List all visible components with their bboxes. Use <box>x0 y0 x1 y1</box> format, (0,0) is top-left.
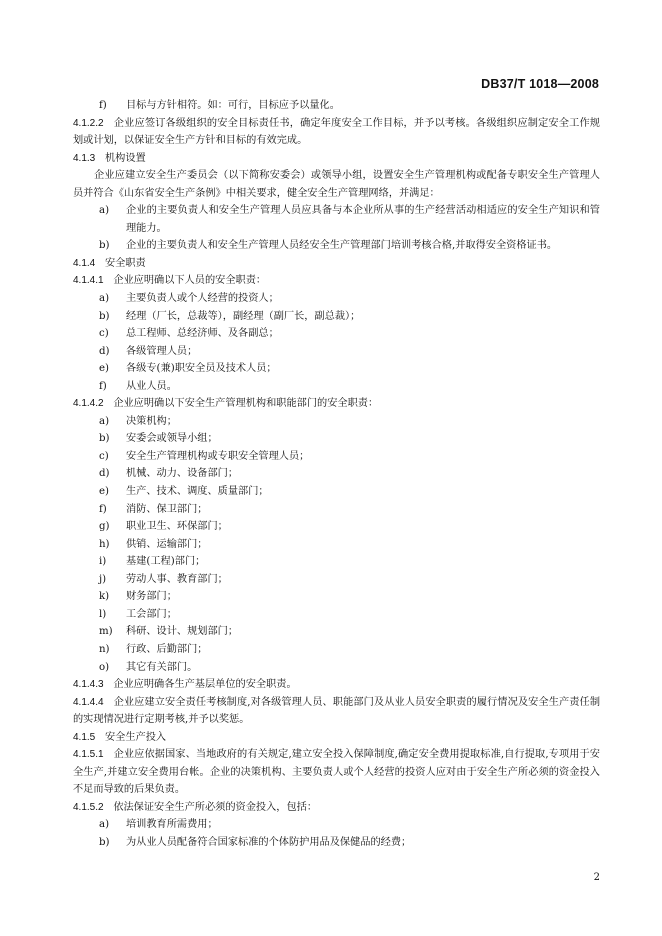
item-marker: h) <box>99 538 110 550</box>
clause-4-1-5-1 <box>73 746 600 799</box>
clause-4-1-4-4 <box>73 694 600 729</box>
list-item <box>73 290 600 308</box>
list-item <box>73 413 600 431</box>
section-number: 4.1.3 <box>73 152 96 164</box>
item-text: 工会部门； <box>126 608 177 620</box>
list-item <box>73 588 600 606</box>
item-marker: e) <box>99 363 110 375</box>
list-item <box>73 465 600 483</box>
item-text: 安委会或领导小组； <box>126 433 218 445</box>
clause-number: 4.1.5.1 <box>73 749 104 761</box>
clause-number: 4.1.2.2 <box>73 117 104 129</box>
section-title: 安全生产投入 <box>104 731 167 743</box>
item-marker: m) <box>99 626 113 638</box>
item-marker: f) <box>99 100 107 111</box>
list-4-1-3 <box>73 202 600 255</box>
section-heading-4-1-3 <box>73 150 600 168</box>
item-marker: o) <box>99 661 110 673</box>
item-marker: d) <box>99 468 110 480</box>
list-item <box>73 97 600 115</box>
item-text: 目标与方针相符。如：可行，目标应予以量化。 <box>126 100 340 111</box>
item-marker: c) <box>99 328 109 340</box>
item-text: 科研、设计、规划部门； <box>126 626 239 638</box>
item-text: 基建(工程)部门； <box>126 556 206 568</box>
item-marker: b) <box>99 433 110 445</box>
list-item <box>73 816 600 834</box>
item-marker: a) <box>99 293 110 305</box>
section-title: 安全职责 <box>104 257 146 269</box>
item-text: 职业卫生、环保部门； <box>126 521 228 533</box>
list-item <box>73 343 600 361</box>
clause-4-1-4-3 <box>73 676 600 694</box>
list-item <box>73 834 600 852</box>
list-4-1-4-2 <box>73 413 600 676</box>
section-heading-4-1-4 <box>73 255 600 273</box>
list-item <box>73 308 600 326</box>
item-marker: f) <box>99 380 107 392</box>
item-text: 劳动人事、教育部门； <box>126 573 228 585</box>
clause-text: 企业应签订各级组织的安全目标责任书，确定年度安全工作目标，并予以考核。各级组织应制定安全工作规划或计划，以保证安全生产方针和目标的有效完成。 <box>73 117 600 147</box>
clause-text: 依法保证安全生产所必须的资金投入，包括： <box>113 801 318 813</box>
clause-number: 4.1.4.3 <box>73 679 104 691</box>
list-item <box>73 641 600 659</box>
clause-text: 企业应明确以下安全生产管理机构和职能部门的安全职责： <box>113 398 379 410</box>
clause-4-1-4-1 <box>73 272 600 290</box>
item-marker: n) <box>99 643 110 655</box>
clause-text: 企业应依据国家、当地政府的有关规定,建立安全投入保障制度,确定安全费用提取标准,自行提取,专项用于安全生产,并建立安全费用台帐。企业的决策机构、主要负责人或个人经营的投资人应对由于安全生产所必须的资金投入不足而导致的后果负责。 <box>73 749 600 796</box>
item-marker: b) <box>99 310 110 322</box>
list-item <box>73 448 600 466</box>
clause-text: 企业应建立安全责任考核制度,对各级管理人员、职能部门及从业人员安全职责的履行情况及安全生产责任制的实现情况进行定期考核,并予以奖惩。 <box>73 696 601 726</box>
clause-text: 企业应明确以下人员的安全职责： <box>113 275 267 287</box>
item-text: 企业的主要负责人和安全生产管理人员应具备与本企业所从事的生产经营活动相适应的安全生产知识和管理能力。 <box>126 205 600 234</box>
list-item <box>73 237 600 255</box>
section-number: 4.1.5 <box>73 731 96 743</box>
document-body <box>73 97 600 852</box>
item-text: 行政、后勤部门； <box>126 643 208 655</box>
item-text: 经理（厂长，总裁等），副经理（副厂长，副总裁）； <box>126 310 361 322</box>
list-item <box>73 553 600 571</box>
list-item <box>73 536 600 554</box>
item-text: 机械、动力、设备部门； <box>126 468 239 480</box>
item-marker: a) <box>99 205 110 217</box>
item-text: 各级专(兼)职安全员及技术人员； <box>126 363 277 375</box>
list-item <box>73 518 600 536</box>
clause-text: 企业应明确各生产基层单位的安全职责。 <box>113 679 297 691</box>
paragraph: 企业应建立安全生产委员会（以下简称安委会）或领导小组，设置安全生产管理机构或配备专职安全生产管理人员并符合《山东省安全生产条例》中相关要求，健全安全生产管理网络，并满足： <box>73 170 600 199</box>
item-marker: g) <box>99 521 110 533</box>
list-item <box>73 606 600 624</box>
list-item <box>73 360 600 378</box>
list-item <box>73 325 600 343</box>
clause-number: 4.1.4.4 <box>73 696 104 708</box>
list-item <box>73 501 600 519</box>
item-text: 总工程师、总经济师、及各副总； <box>126 328 279 340</box>
item-text: 决策机构； <box>126 415 177 427</box>
item-text: 主要负责人或个人经营的投资人； <box>126 293 279 305</box>
item-text: 消防、保卫部门； <box>126 503 208 515</box>
list-item <box>73 483 600 501</box>
page-number: 2 <box>593 872 600 883</box>
item-text: 安全生产管理机构或专职安全管理人员； <box>126 450 310 462</box>
item-marker: l) <box>99 608 107 620</box>
item-text: 财务部门； <box>126 591 177 603</box>
list-item <box>73 623 600 641</box>
item-text: 为从业人员配备符合国家标准的个体防护用品及保健品的经费； <box>126 836 412 848</box>
document-code: DB37/T 1018—2008 <box>481 77 599 91</box>
clause-4-1-2-2 <box>73 115 600 150</box>
item-text: 从业人员。 <box>126 380 177 392</box>
section-number: 4.1.4 <box>73 257 96 269</box>
section-title: 机构设置 <box>104 152 146 164</box>
list-item <box>73 430 600 448</box>
item-marker: j) <box>99 573 107 585</box>
list-item <box>73 202 600 237</box>
list-4-1-5-2 <box>73 816 600 851</box>
item-text: 企业的主要负责人和安全生产管理人员经安全生产管理部门培训考核合格,并取得安全资格证书。 <box>126 240 558 252</box>
item-text: 供销、运输部门； <box>126 538 208 550</box>
clause-number: 4.1.4.1 <box>73 275 104 287</box>
clause-number: 4.1.5.2 <box>73 801 104 813</box>
item-marker: b) <box>99 836 110 848</box>
item-text: 生产、技术、调度、质量部门； <box>126 486 269 498</box>
item-marker: k) <box>99 591 110 603</box>
list-item <box>73 378 600 396</box>
list-item <box>73 571 600 589</box>
item-marker: a) <box>99 819 110 831</box>
section-heading-4-1-5 <box>73 729 600 747</box>
item-marker: b) <box>99 240 110 252</box>
item-marker: e) <box>99 486 110 498</box>
list-4-1-4-1 <box>73 290 600 395</box>
list-item <box>73 659 600 677</box>
item-text: 各级管理人员； <box>126 345 198 357</box>
item-text: 培训教育所需费用； <box>126 819 218 831</box>
clause-4-1-5-2 <box>73 799 600 817</box>
clause-number: 4.1.4.2 <box>73 398 104 410</box>
item-text: 其它有关部门。 <box>126 661 198 673</box>
item-marker: c) <box>99 450 109 462</box>
item-marker: f) <box>99 503 107 515</box>
item-marker: i) <box>99 556 107 568</box>
clause-4-1-4-2 <box>73 395 600 413</box>
item-marker: a) <box>99 415 110 427</box>
item-marker: d) <box>99 345 110 357</box>
